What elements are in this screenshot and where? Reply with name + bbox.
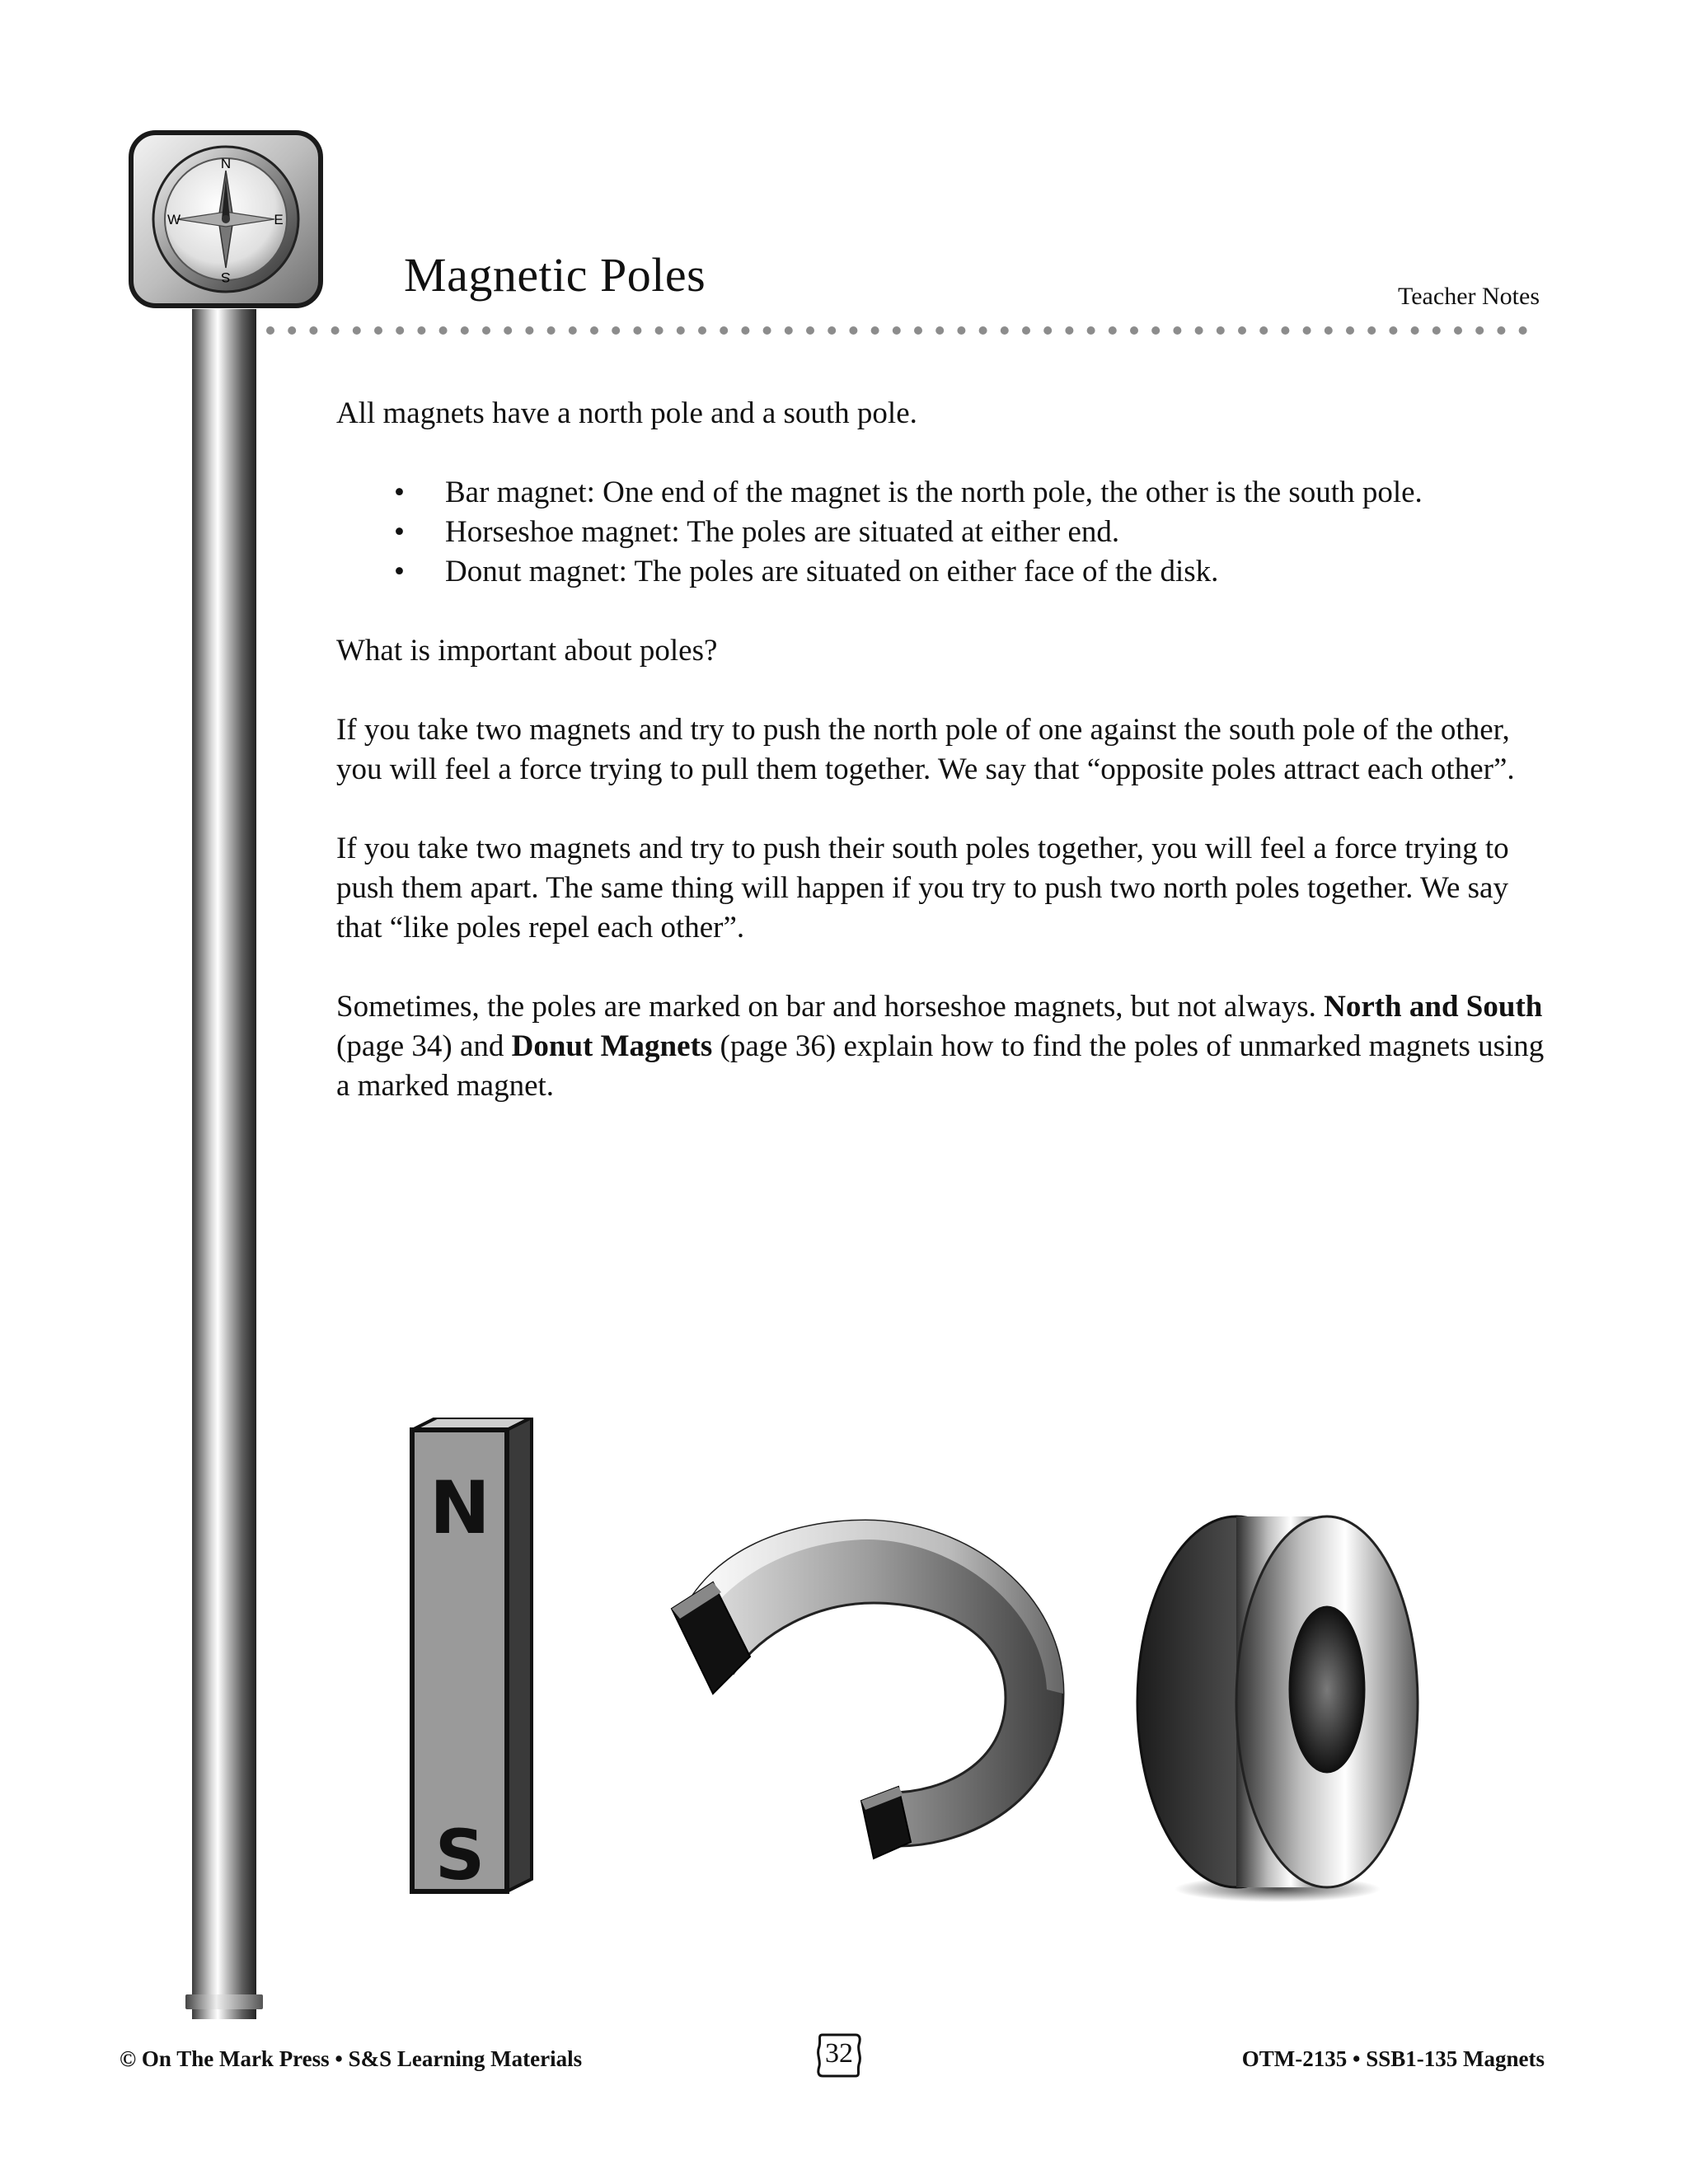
divider-dot xyxy=(1367,326,1376,335)
divider-dot xyxy=(1411,326,1419,335)
divider-dot xyxy=(1346,326,1354,335)
divider-dot xyxy=(871,326,879,335)
divider-dot xyxy=(741,326,749,335)
divider-dot xyxy=(785,326,793,335)
compass-south-label: S xyxy=(221,269,231,285)
divider-dot xyxy=(1281,326,1289,335)
divider-dot xyxy=(353,326,361,335)
bar-magnet-north-label: N xyxy=(429,1465,490,1550)
divider-dot xyxy=(331,326,340,335)
list-item-text: Donut magnet: The poles are situated on either face of the disk. xyxy=(445,555,1219,588)
divider-dot xyxy=(720,326,728,335)
divider-dot xyxy=(396,326,404,335)
divider-dot xyxy=(1519,326,1527,335)
magnets-illustration xyxy=(387,1418,1558,1912)
divider-dot xyxy=(417,326,425,335)
divider-dot xyxy=(374,326,382,335)
divider-dot xyxy=(1065,326,1073,335)
divider-dot xyxy=(1303,326,1311,335)
divider-dot xyxy=(979,326,987,335)
divider-dot xyxy=(309,326,317,335)
list-item xyxy=(336,513,1548,552)
divider-dot xyxy=(482,326,490,335)
divider-dot xyxy=(569,326,577,335)
divider-dot xyxy=(1389,326,1397,335)
divider-dot xyxy=(893,326,901,335)
reference-north-and-south: North and South xyxy=(1324,990,1543,1024)
dotted-divider xyxy=(265,325,1543,336)
divider-dot xyxy=(1497,326,1505,335)
divider-dot xyxy=(914,326,922,335)
divider-dot xyxy=(525,326,533,335)
footer-copyright: © On The Mark Press • S&S Learning Materials xyxy=(120,2046,583,2071)
bullet-marker: • xyxy=(394,476,405,509)
divider-dot xyxy=(655,326,663,335)
bar-magnet-south-label: S xyxy=(434,1815,485,1896)
divider-dot xyxy=(461,326,469,335)
reference-tail-text: (page 36) explain how to find the poles of unmarked magnets using a marked magnet. xyxy=(336,1029,1545,1103)
divider-dot xyxy=(849,326,857,335)
attract-paragraph: If you take two magnets and try to push the north pole of one against the south pole of the other, you will feel a force trying to pull them together. We say that “opposite poles attract each other”. xyxy=(336,713,1515,786)
magnet-type-list xyxy=(336,473,1548,592)
divider-dot xyxy=(1173,326,1181,335)
divider-dot xyxy=(957,326,965,335)
divider-dot xyxy=(439,326,448,335)
divider-dot xyxy=(1043,326,1052,335)
marked-lead-text: Sometimes, the poles are marked on bar and horseshoe magnets, but not always. xyxy=(336,990,1325,1024)
divider-dot xyxy=(547,326,556,335)
list-item xyxy=(336,552,1548,592)
divider-dot xyxy=(1217,326,1225,335)
divider-dot xyxy=(677,326,685,335)
divider-dot xyxy=(1087,326,1095,335)
divider-dot xyxy=(266,326,274,335)
question-paragraph: What is important about poles? xyxy=(336,634,718,668)
list-item-text: Bar magnet: One end of the magnet is the north pole, the other is the south pole. xyxy=(445,476,1423,509)
bullet-marker: • xyxy=(394,555,405,588)
divider-dot xyxy=(1259,326,1268,335)
repel-paragraph: If you take two magnets and try to push their south poles together, you will feel a force trying to push them apart. The same thing will happen if you try to push two north poles together. We say that “like poles repel each other”. xyxy=(336,832,1509,944)
divider-dot xyxy=(504,326,512,335)
divider-dot xyxy=(1325,326,1333,335)
footer-product-code: OTM-2135 • SSB1-135 Magnets xyxy=(1241,2046,1545,2071)
page-number: 32 xyxy=(825,2038,853,2069)
divider-dot xyxy=(763,326,771,335)
divider-dot xyxy=(1454,326,1462,335)
list-item xyxy=(336,473,1548,513)
compass-icon xyxy=(128,129,324,309)
compass-east-label: E xyxy=(274,212,284,227)
main-content xyxy=(336,394,1548,1146)
divider-dot xyxy=(1130,326,1138,335)
compass-west-label: W xyxy=(166,212,181,227)
marked-poles-paragraph xyxy=(336,987,1548,1106)
divider-dot xyxy=(1432,326,1441,335)
divider-dot xyxy=(698,326,706,335)
divider-dot xyxy=(1195,326,1203,335)
divider-dot xyxy=(633,326,641,335)
divider-dot xyxy=(1238,326,1246,335)
divider-dot xyxy=(935,326,944,335)
divider-dot xyxy=(288,326,296,335)
divider-dot xyxy=(612,326,620,335)
divider-dot xyxy=(590,326,598,335)
divider-dot xyxy=(1109,326,1117,335)
divider-dot xyxy=(1001,326,1009,335)
compass-north-label: N xyxy=(220,156,232,171)
horseshoe-magnet xyxy=(672,1521,1063,1858)
bullet-marker: • xyxy=(394,515,405,549)
decorative-rod xyxy=(192,309,256,2019)
donut-magnet xyxy=(1137,1516,1418,1902)
reference-donut-magnets: Donut Magnets xyxy=(511,1029,713,1063)
intro-paragraph: All magnets have a north pole and a south pole. xyxy=(336,396,917,430)
reference-page-text: (page 34) and xyxy=(336,1029,512,1063)
bar-magnet xyxy=(412,1418,532,1896)
page-title: Magnetic Poles xyxy=(404,248,706,302)
divider-dot xyxy=(806,326,814,335)
divider-dot xyxy=(1022,326,1030,335)
divider-dot xyxy=(1151,326,1160,335)
decorative-rod-cap xyxy=(185,1994,263,2009)
divider-dot xyxy=(1475,326,1484,335)
divider-dot xyxy=(828,326,836,335)
list-item-text: Horseshoe magnet: The poles are situated at either end. xyxy=(445,515,1120,549)
section-label: Teacher Notes xyxy=(1398,283,1540,310)
